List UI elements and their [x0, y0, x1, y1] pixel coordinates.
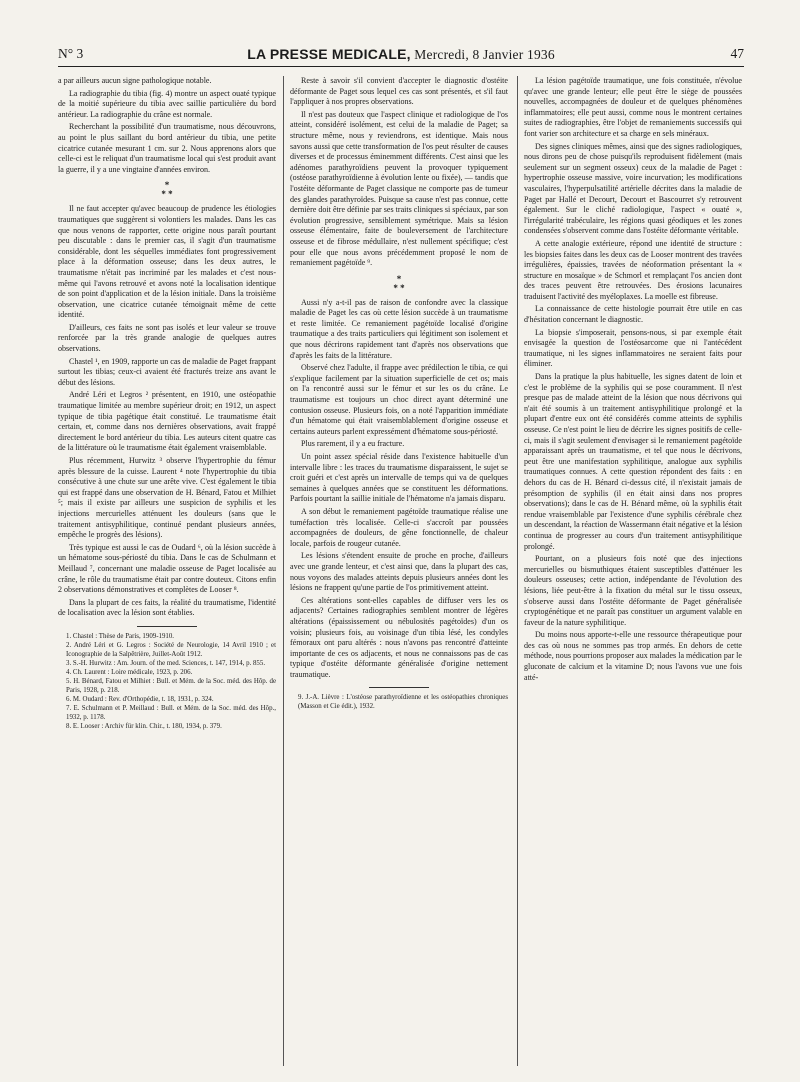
paragraph: Un point assez spécial réside dans l'existence habituelle d'un intervalle libre : les traces du traumatisme disparaissent, le sujet se croit guéri et c'est après un intervalle de temps qui va de quelques semaines à quelques années que se constituent les déformations. Parfois pourtant la saillie initiale de l'hématome n'a jamais disparu.	[290, 452, 508, 504]
footnote: 9. J.-A. Lièvre : L'ostéose parathyroïdienne et les ostéopathies chroniques (Masson et Cie édit.), 1932.	[298, 694, 508, 711]
paragraph: Il n'est pas douteux que l'aspect clinique et radiologique de l'os atteint, considéré isolément, est celui de la maladie de Paget; sa structure même, nous y reviendrons, est identique. Mais nous savons aussi que cette transformation de l'os peut résulter de causes diverses et de processus éminemment différents. C'est ainsi que les adénomes parathyroïdiens peuvent la provoquer typiquement (ostéose parathyroïdienne à évolution lente ou fixée), — tandis que l'ostéite déformante de Paget classique ne comporte pas de tumeur des glandes parathyroïdes. Puisque sa cause n'est pas connue, cette dernière doit être définie par ses traits cliniques si spéciaux, par son évolution progressive, sensiblement symétrique. Mais sa lésion osseuse élémentaire, faite de bouleversement de l'architecture osseuse et de fibrose médullaire, n'est nullement spécifique; c'est pour elle que nous avons précédemment proposé le nom de remaniement pagétoïde ⁹.	[290, 109, 508, 268]
paragraph: Du moins nous apporte-t-elle une ressource thérapeutique pour des cas où nous ne sommes pas trop armés. En dehors de cette méthode, nous pourrions proposer aux malades la médication par le gluconate de calcium et la vitamine D; nous l'avons vue une fois atté-	[524, 630, 742, 682]
footnotes	[290, 693, 508, 711]
footnote: 5. H. Bénard, Fatou et Milhiet : Bull. et Mém. de la Soc. méd. des Hôp. de Paris, 1928, p. 218.	[66, 677, 276, 694]
paragraph: Reste à savoir s'il convient d'accepter le diagnostic d'ostéite déformante de Paget sous lequel ces cas sont présentés, et s'il faut l'appliquer à nos propres observations.	[290, 76, 508, 107]
issue-number: N° 3	[58, 46, 84, 61]
page-number: 47	[730, 46, 744, 61]
footnote: 6. M. Oudard : Rev. d'Orthopédie, t. 18, 1931, p. 324.	[66, 695, 214, 703]
paragraph: Pourtant, on a plusieurs fois noté que des injections mercurielles ou bismuthiques étaient susceptibles d'atténuer les douleurs osseuses; cette action, indépendante de l'évolution des lésions, liée peut-être à la fixation du métal sur le tissu osseux, s'observe aussi dans l'ostéite déformante de Paget généralisée cryptogénétique et ne paraît pas constituer un argument valable en faveur de la nature syphilitique.	[524, 554, 742, 627]
paragraph: D'ailleurs, ces faits ne sont pas isolés et leur valeur se trouve renforcée par la très grande analogie de quelques autres observations.	[58, 322, 276, 354]
paragraph: Il ne faut accepter qu'avec beaucoup de prudence les étiologies traumatiques que suggèrent si volontiers les malades. Dans les cas que nous venons de rapporter, cette origine nous paraît pourtant peu discutable : dans le premier cas, il s'agit d'un traumatisme considérable, dont les séquelles immédiates font progressivement place à la déformation osseuse; dans les deux autres, le traumatisme n'était pas incriminé par les malades et c'est nous-même qui l'avons retrouvé et avons noté la localisation identique de son point d'application et de la lésion initiale. Dans la troisième observation, une cicatrice cutanée témoignait même de cette identité.	[58, 204, 276, 320]
paragraph: Très typique est aussi le cas de Oudard ⁶, où la lésion succède à un hématome sous-périosté du tibia. Dans le cas de Schulmann et Meillaud ⁷, concernant une maladie osseuse de Paget localisée au crâne, le rôle du traumatisme était par contre douteux. Citons enfin 2 observations démonstratives et complètes de Looser ⁸.	[58, 542, 276, 595]
paragraph: La radiographie du tibia (fig. 4) montre un aspect ouaté typique de la moitié supérieure du tibia avec saillie particulière du bord antérieur. La radiographie du crâne est normale.	[58, 88, 276, 119]
footnote: 7. E. Schulmann et P. Meillaud : Bull. et Mém. de la Soc. méd. des Hôp., 1932, p. 1178.	[66, 704, 276, 721]
column-divider	[283, 76, 284, 1066]
footnotes	[58, 632, 276, 731]
paragraph: La biopsie s'imposerait, pensons-nous, si par exemple était envisagée la question de l'ostéosarcome que ni l'antécédent traumatique, ni les signes inflammatoires ne seraient faits pour éliminer.	[524, 327, 742, 369]
paragraph: Observé chez l'adulte, il frappe avec prédilection le tibia, ce qui s'explique facilement par la situation superficielle de cet os; mais on l'a rencontré aussi sur le fémur et sur les os du crâne. Le traumatisme est toujours un choc direct ayant déterminé une contusion osseuse. Plusieurs fois, on a noté l'apparition immédiate d'un hématome qui était vraisemblablement d'origine osseuse et certains auteurs parlent expressément d'hématome sous-périosté.	[290, 363, 508, 436]
paragraph: Les lésions s'étendent ensuite de proche en proche, d'ailleurs avec une grande lenteur, et c'est ainsi que, dans la plupart des cas, nous voyons des malades atteints depuis plusieurs années dont les lésions ne frappent qu'une partie de l'os primitivement atteint.	[290, 551, 508, 593]
column-middle	[290, 76, 508, 1066]
page-header	[58, 46, 744, 67]
paragraph: Aussi n'y a-t-il pas de raison de confondre avec la classique maladie de Paget les cas où cette lésion succède à un traumatisme et reste limitée. Ce remaniement pagétoïde localisé d'origine traumatique a des traits particuliers qui légitiment son isolement et que nous décrirons rapidement tant d'après nos observations que d'après les faits de la littérature.	[290, 297, 508, 360]
footnote: 4. Ch. Laurent : Loire médicale, 1923, p. 206.	[66, 668, 193, 676]
paragraph: La connaissance de cette histologie pourrait être utile en cas d'hésitation concernant le diagnostic.	[524, 304, 742, 325]
footnote: 2. André Léri et G. Legros : Société de Neurologie, 14 Avril 1910 ; et Iconographie de la Salpêtrière, Juillet-Août 1912.	[66, 641, 276, 658]
section-separator: * * *	[161, 180, 173, 200]
paragraph: Des signes cliniques mêmes, ainsi que des signes radiologiques, nous dirons peu de chose puisqu'ils reproduisent fidèlement (mais seulement sur un segment osseux) ceux de la maladie de Paget : hypertrophie osseuse massive, voire incurvation; les modifications vasculaires, l'hyperpulsatilité artérielle décrites dans la maladie de Paget par Hallé et Decourt, Decourt et Bascourret s'y retrouvent également. Sur le cliché radiologique, l'aspect « ouaté », l'irrégularité trabéculaire, les régions quasi géodiques et les zones condensées s'observent comme dans l'ostéite déformante véritable.	[524, 141, 742, 236]
paragraph: A son début le remaniement pagétoïde traumatique réalise une tuméfaction très localisée. Celle-ci s'accroît par poussées accompagnées de douleurs, de gêne fonctionnelle, de chaleur locale, parfois de rougeur cutanée.	[290, 506, 508, 548]
footnote: 3. S.-H. Hurwitz : Am. Journ. of the med. Sciences, t. 147, 1914, p. 855.	[66, 659, 266, 667]
footnote-divider	[137, 626, 197, 627]
paragraph: La lésion pagétoïde traumatique, une fois constituée, n'évolue qu'avec une grande lenteur; elle peut être le siège de poussées nouvelles, accompagnées de douleur et de quelques phénomènes inflammatoires; elle peut aussi, comme nous le montrent certaines suites de radiographies, être l'objet de remaniements successifs qui font varier son architecture et sa charge en sels minéraux.	[524, 76, 742, 138]
publication-date: Mercredi, 8 Janvier 1936	[414, 47, 555, 62]
footnote: 1. Chastel : Thèse de Paris, 1909-1910.	[66, 632, 175, 640]
column-right	[524, 76, 742, 1066]
paragraph: A cette analogie extérieure, répond une identité de structure : les biopsies faites dans les deux cas de Looser montrent des travées irrégulières, épaissies, travées de néoformation présentant la « structure en mosaïque » de Schmorl et remplaçant l'os ancien dont des traces peuvent être retrouvées. Des érosions lacunaires traduisent l'activité des myéloplaxes. La moelle est fibreuse.	[524, 238, 742, 301]
paragraph: a par ailleurs aucun signe pathologique notable.	[58, 76, 212, 85]
section-separator: * * *	[393, 273, 405, 293]
paragraph: Plus récemment, Hurwitz ³ observe l'hypertrophie du fémur après blessure de la cuisse. Laurent ⁴ note l'hypertrophie du tibia consécutive à une chute sur une arête vive. C'est également le tibia qui est frappé dans une observation de H. Bénard, Fatou et Milhiet ⁵; mais il existe par ailleurs une suspicion de syphilis et les injections mercurielles atténuent les douleurs (sans que le traitement antisyphilitique, continué pendant plusieurs années, empêche le progrès des lésions).	[58, 456, 276, 540]
paragraph: Dans la pratique la plus habituelle, les signes datent de loin et c'est le problème de la syphilis qui se pose couramment. Il n'est presque pas de malade atteint de la lésion que nous décrivons qui n'ait été soumis à un traitement antisyphilitique prolongé et la plupart d'entre eux ont été considérés comme atteints de syphilis osseuse. Ce n'est point le lieu de décrire les signes positifs de celle-ci, mais il s'agit seulement d'envisager si le remaniement pagétoïde apparaissant après un traumatisme, et tel que nous le décrivons, peut être une manifestation syphilitique, analogue aux syphilis traumatiques connues. A cette question répondent des faits : en dehors du cas de H. Bénard ci-dessus cité, il n'existait jamais de présomption de syphilis (il en était ainsi dans nos propres observations); dans le cas de H. Bénard même, où la syphilis était rendue vraisemblable par l'existence d'une syphilis cérébrale chez un descendant, la réaction de Wassermann était négative et la lésion continua de progresser au cours d'un traitement antisyphilitique prolongé.	[524, 372, 742, 551]
paragraph: Dans la plupart de ces faits, la réalité du traumatisme, l'identité de localisation avec la lésion sont établies.	[58, 597, 276, 618]
footnote: 8. E. Looser : Archiv für klin. Chir., t. 180, 1934, p. 379.	[66, 722, 222, 730]
paragraph: Ces altérations sont-elles capables de diffuser vers les os adjacents? Certaines radiographies semblent montrer de légères altérations (épaississement ou nébulosités pagétoïdes) d'un os voisin; plusieurs fois, au voisinage d'un tibia lésé, les condyles fémoraux ont paru altérés : nous n'avons pas rencontré d'atteinte importante de ces os adjacents, et nous ne connaissons pas de cas typique d'ostéite déformante généralisée d'origine nettement traumatique.	[290, 595, 508, 679]
paragraph: André Léri et Legros ² présentent, en 1910, une ostéopathie traumatique limitée au membre supérieur droit; en 1912, un aspect typique de tibia pagétique était constitué. Le traumatisme était certain, et, comme dans nos dernières observations, avait frappé directement le bord antérieur du tibia. Les auteurs citent quatre cas de la littérature où le traumatisme était également vraisemblable.	[58, 390, 276, 453]
masthead	[58, 46, 744, 63]
paragraph: Plus rarement, il y a eu fracture.	[301, 439, 405, 449]
column-left	[58, 76, 276, 1066]
paragraph: Chastel ¹, en 1909, rapporte un cas de maladie de Paget frappant surtout les tibias; ceux-ci avaient été fracturés treize ans avant le début des lésions.	[58, 356, 276, 387]
publication-name: LA PRESSE MEDICALE,	[247, 46, 411, 62]
column-divider	[517, 76, 518, 1066]
footnote-divider	[369, 687, 429, 688]
paragraph: Recherchant la possibilité d'un traumatisme, nous découvrons, au point le plus saillant du bord antérieur du tibia, une petite cicatrice cutanée mesurant 1 cm. sur 2. Nous apprenons alors que celle-ci est le reliquat d'un traumatisme local qui s'est produit avant la guerre, il y a une vingtaine d'années environ.	[58, 122, 276, 174]
